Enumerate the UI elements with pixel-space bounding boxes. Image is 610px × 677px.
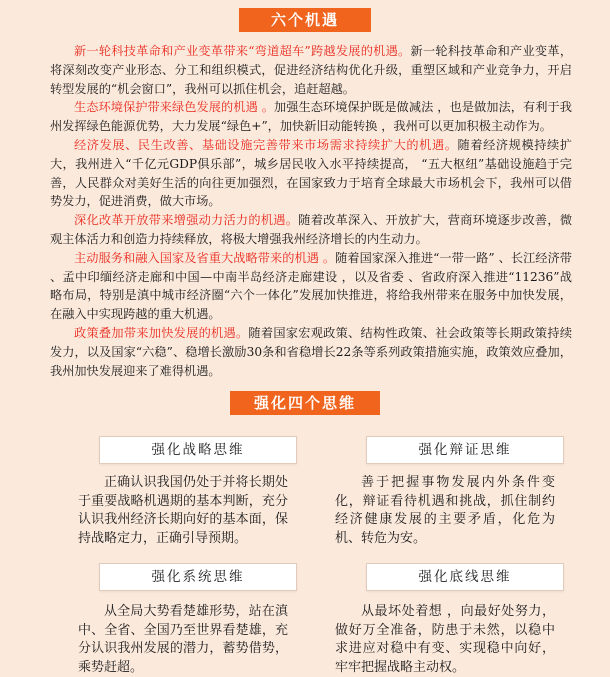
section-title-six-opportunities: 六个机遇 bbox=[239, 8, 371, 32]
opportunity-text: 新一轮科技革命和产业变革，将深刻改变产业形态、分工和组织模式，促进经济结构优化升级，重塑区域和产业竞争力，开启转型发展的“机会窗口”，我州可以抓住机会，追赶超越。 bbox=[50, 44, 573, 96]
opportunity-heading: 新一轮科技革命和产业变革带来“弯道超车”跨越发展的机遇。 bbox=[74, 44, 411, 58]
opportunity-text: 随着改革深入、开放扩大，营商环境逐步改善，微观主体活力和创造力持续释放，将极大增强我州经济增长的内生动力。 bbox=[50, 213, 573, 246]
opportunity-heading: 生态环境保护带来绿色发展的机遇 。 bbox=[74, 100, 275, 115]
opportunity-item bbox=[50, 136, 572, 211]
opportunities-list bbox=[50, 42, 572, 380]
opportunity-heading: 经济发展、民生改善、基础设施完善带来市场需求持续扩大的机遇。 bbox=[74, 137, 458, 152]
section-title-four-thinkings: 强化四个思维 bbox=[230, 391, 380, 415]
card-title-bottom-line-thinking: 强化底线思维 bbox=[366, 563, 564, 591]
card-body-systemic-thinking: 从全局大势看楚雄形势，站在滇中、全省、全国乃至世界看楚雄，充分认识我州发展的潜力，蓄势借势，乘势赶超。 bbox=[78, 604, 288, 675]
card-title-strategic-thinking: 强化战略思维 bbox=[99, 436, 297, 464]
card-body-strategic-thinking: 正确认识我国仍处于并将长期处于重要战略机遇期的基本判断，充分认识我州经济长期向好的基本面，保持战略定力，正确引导预期。 bbox=[78, 475, 288, 546]
opportunity-item bbox=[50, 211, 572, 249]
opportunity-text: 随着国家深入推进“一带一路” 、长江经济带 、孟中印缅经济走廊和中国—中南半岛经济走廊建设 ，以及省委 、省政府深入推进“11236”战略布局，特别是滇中城市经济圈“六个一体化”发展加快推进，将给我州带来在服务中加快发展，在融入中实现跨越的重大机遇。 bbox=[50, 250, 572, 322]
opportunity-item bbox=[50, 324, 572, 380]
opportunity-item bbox=[50, 98, 572, 136]
opportunity-heading: 政策叠加带来加快发展的机遇。 bbox=[74, 325, 249, 340]
card-title-dialectical-thinking: 强化辩证思维 bbox=[366, 436, 564, 464]
opportunity-text: 随着经济规模持续扩大，我州进入“千亿元GDP俱乐部”，城乡居民收入水平持续提高， “五大枢纽”基础设施趋于完善，人民群众对美好生活的向往更加强烈，在国家致力于培育全球最大市场机会下，我州可以借势发力，促进消费，做大市场。 bbox=[50, 137, 573, 209]
card-body-bottom-line-thinking: 从最坏处着想 ，向最好处努力，做好万全准备，防患于未然，以稳中求进应对稳中有变、实现稳中向好，牢牢把握战略主动权。 bbox=[335, 604, 555, 675]
opportunity-heading: 深化改革开放带来增强动力活力的机遇。 bbox=[74, 213, 299, 228]
card-title-systemic-thinking: 强化系统思维 bbox=[99, 563, 297, 591]
opportunity-heading: 主动服务和融入国家及省重大战略带来的机遇 。 bbox=[74, 250, 336, 265]
opportunity-text: 加强生态环境保护既是做减法 ，也是做加法，有利于我州发挥绿色能源优势，大力发展“绿色+”，加快新旧动能转换 ，我州可以更加积极主动作为。 bbox=[50, 100, 572, 134]
card-body-dialectical-thinking: 善于把握事物发展内外条件变化，辩证看待机遇和挑战，抓住制约经济健康发展的主要矛盾，化危为机、转危为安。 bbox=[335, 475, 555, 546]
opportunity-text: 随着国家宏观政策、结构性政策、社会政策等长期政策持续发力，以及国家“六稳”、稳增长激励30条和省稳增长22条等系列政策措施实施，政策效应叠加，我州加快发展迎来了难得机遇。 bbox=[50, 325, 573, 378]
opportunity-item bbox=[50, 249, 572, 324]
opportunity-item bbox=[50, 42, 572, 98]
